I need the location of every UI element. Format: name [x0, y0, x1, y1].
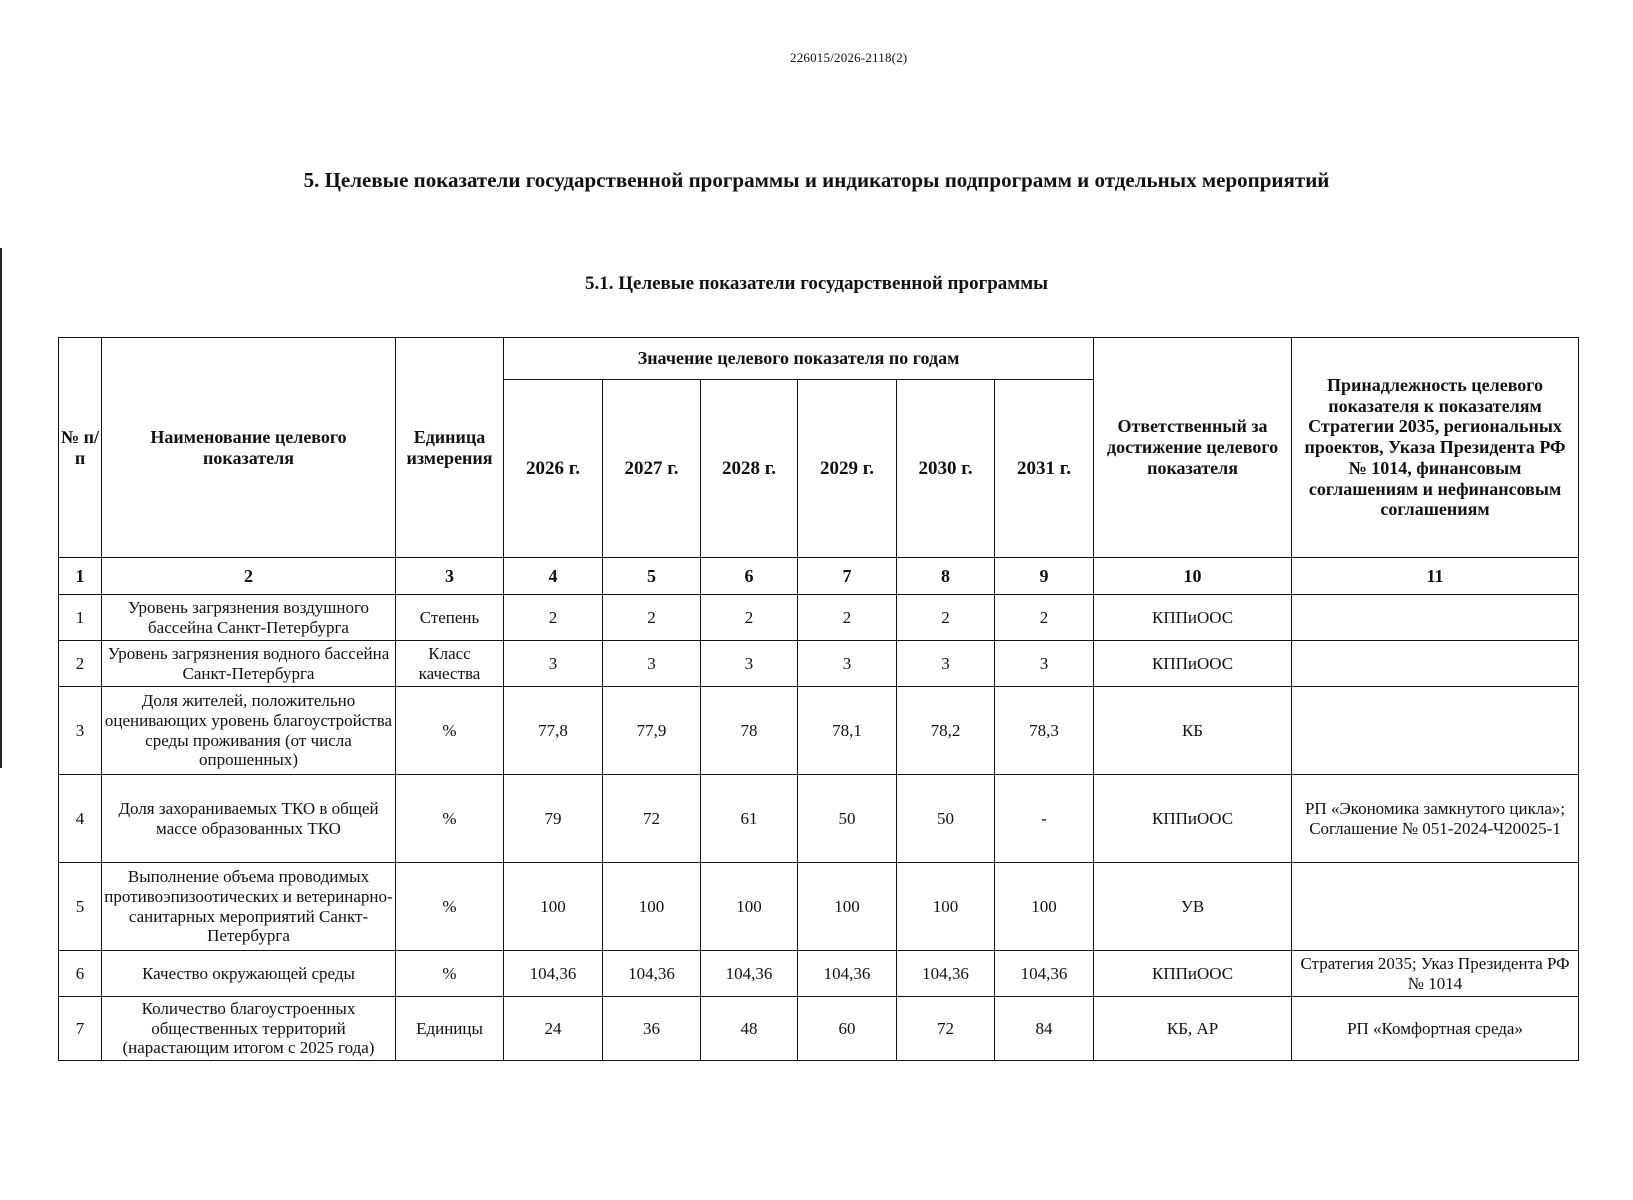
row-number: 1: [59, 595, 102, 641]
value-cell: 77,8: [504, 687, 603, 775]
responsible-cell: УВ: [1094, 863, 1292, 951]
value-cell: 100: [897, 863, 995, 951]
value-cell: 100: [701, 863, 798, 951]
unit-cell: %: [396, 687, 504, 775]
indicator-name: Доля захораниваемых ТКО в общей массе образованных ТКО: [102, 775, 396, 863]
value-cell: 3: [897, 641, 995, 687]
value-cell: 2: [995, 595, 1094, 641]
column-number: 4: [504, 558, 603, 595]
belonging-cell: [1292, 595, 1579, 641]
belonging-cell: Стратегия 2035; Указ Президента РФ № 1014: [1292, 951, 1579, 997]
belonging-cell: [1292, 687, 1579, 775]
header-belonging: Принадлежность целевого показателя к показателям Стратегии 2035, региональных проектов, Указа Президента РФ № 1014, финансовым соглашениям и нефинансовым соглашениям: [1292, 338, 1579, 558]
value-cell: 36: [603, 997, 701, 1061]
column-number: 11: [1292, 558, 1579, 595]
header-year-2026: 2026 г.: [504, 380, 603, 558]
value-cell: 2: [897, 595, 995, 641]
responsible-cell: КППиООС: [1094, 951, 1292, 997]
table-row: [59, 641, 1579, 687]
indicator-name: Качество окружающей среды: [102, 951, 396, 997]
row-number: 2: [59, 641, 102, 687]
column-number: 6: [701, 558, 798, 595]
column-number: 9: [995, 558, 1094, 595]
value-cell: 104,36: [701, 951, 798, 997]
indicator-name: Доля жителей, положительно оценивающих уровень благоустройства среды проживания (от числа опрошенных): [102, 687, 396, 775]
unit-cell: %: [396, 863, 504, 951]
table-row: [59, 595, 1579, 641]
value-cell: 100: [995, 863, 1094, 951]
header-year-2028: 2028 г.: [701, 380, 798, 558]
column-number: 1: [59, 558, 102, 595]
header-name: Наименование целевого показателя: [102, 338, 396, 558]
value-cell: 50: [798, 775, 897, 863]
column-number: 7: [798, 558, 897, 595]
column-number: 3: [396, 558, 504, 595]
value-cell: 100: [798, 863, 897, 951]
value-cell: 78: [701, 687, 798, 775]
value-cell: -: [995, 775, 1094, 863]
table-row: [59, 775, 1579, 863]
indicator-name: Уровень загрязнения воздушного бассейна Санкт-Петербурга: [102, 595, 396, 641]
row-number: 4: [59, 775, 102, 863]
value-cell: 3: [504, 641, 603, 687]
value-cell: 48: [701, 997, 798, 1061]
header-values-group: Значение целевого показателя по годам: [504, 338, 1094, 380]
responsible-cell: КБ, АР: [1094, 997, 1292, 1061]
responsible-cell: КППиООС: [1094, 641, 1292, 687]
value-cell: 77,9: [603, 687, 701, 775]
value-cell: 50: [897, 775, 995, 863]
indicators-body: [59, 595, 1579, 1061]
header-year-2027: 2027 г.: [603, 380, 701, 558]
unit-cell: %: [396, 775, 504, 863]
header-num: № п/п: [59, 338, 102, 558]
header-unit: Единица измерения: [396, 338, 504, 558]
value-cell: 3: [701, 641, 798, 687]
value-cell: 100: [603, 863, 701, 951]
target-indicators-table: [58, 337, 1579, 1061]
value-cell: 78,2: [897, 687, 995, 775]
header-year-2030: 2030 г.: [897, 380, 995, 558]
value-cell: 3: [995, 641, 1094, 687]
belonging-cell: [1292, 863, 1579, 951]
value-cell: 104,36: [603, 951, 701, 997]
unit-cell: Степень: [396, 595, 504, 641]
value-cell: 24: [504, 997, 603, 1061]
subsection-heading: 5.1. Целевые показатели государственной программы: [584, 273, 1048, 294]
column-number-row: [59, 558, 1579, 595]
belonging-cell: РП «Экономика замкнутого цикла»; Соглашение № 051-2024-Ч20025-1: [1292, 775, 1579, 863]
responsible-cell: КППиООС: [1094, 595, 1292, 641]
value-cell: 78,3: [995, 687, 1094, 775]
value-cell: 2: [798, 595, 897, 641]
value-cell: 2: [701, 595, 798, 641]
value-cell: 3: [603, 641, 701, 687]
value-cell: 84: [995, 997, 1094, 1061]
row-number: 3: [59, 687, 102, 775]
value-cell: 2: [603, 595, 701, 641]
header-year-2031: 2031 г.: [995, 380, 1094, 558]
row-number: 7: [59, 997, 102, 1061]
column-number: 8: [897, 558, 995, 595]
value-cell: 78,1: [798, 687, 897, 775]
value-cell: 61: [701, 775, 798, 863]
registration-number: 226015/2026-2118(2): [790, 50, 908, 65]
unit-cell: Единицы: [396, 997, 504, 1061]
belonging-cell: [1292, 641, 1579, 687]
responsible-cell: КБ: [1094, 687, 1292, 775]
value-cell: 79: [504, 775, 603, 863]
unit-cell: Класс качества: [396, 641, 504, 687]
value-cell: 104,36: [798, 951, 897, 997]
table-row: [59, 863, 1579, 951]
unit-cell: %: [396, 951, 504, 997]
indicator-name: Уровень загрязнения водного бассейна Санкт-Петербурга: [102, 641, 396, 687]
responsible-cell: КППиООС: [1094, 775, 1292, 863]
value-cell: 72: [897, 997, 995, 1061]
value-cell: 104,36: [995, 951, 1094, 997]
value-cell: 104,36: [504, 951, 603, 997]
header-year-2029: 2029 г.: [798, 380, 897, 558]
value-cell: 60: [798, 997, 897, 1061]
value-cell: 100: [504, 863, 603, 951]
value-cell: 104,36: [897, 951, 995, 997]
column-number: 5: [603, 558, 701, 595]
table-row: [59, 687, 1579, 775]
value-cell: 72: [603, 775, 701, 863]
column-number: 10: [1094, 558, 1292, 595]
column-number: 2: [102, 558, 396, 595]
section-heading: 5. Целевые показатели государственной программы и индикаторы подпрограмм и отдельных мероприятий: [303, 168, 1330, 192]
value-cell: 3: [798, 641, 897, 687]
indicator-name: Количество благоустроенных общественных территорий (нарастающим итогом с 2025 года): [102, 997, 396, 1061]
row-number: 6: [59, 951, 102, 997]
table-row: [59, 997, 1579, 1061]
table-row: [59, 951, 1579, 997]
indicator-name: Выполнение объема проводимых противоэпизоотических и ветеринарно-санитарных мероприятий Санкт-Петербурга: [102, 863, 396, 951]
scan-edge-mark: [0, 248, 2, 768]
value-cell: 2: [504, 595, 603, 641]
belonging-cell: РП «Комфортная среда»: [1292, 997, 1579, 1061]
row-number: 5: [59, 863, 102, 951]
header-responsible: Ответственный за достижение целевого показателя: [1094, 338, 1292, 558]
